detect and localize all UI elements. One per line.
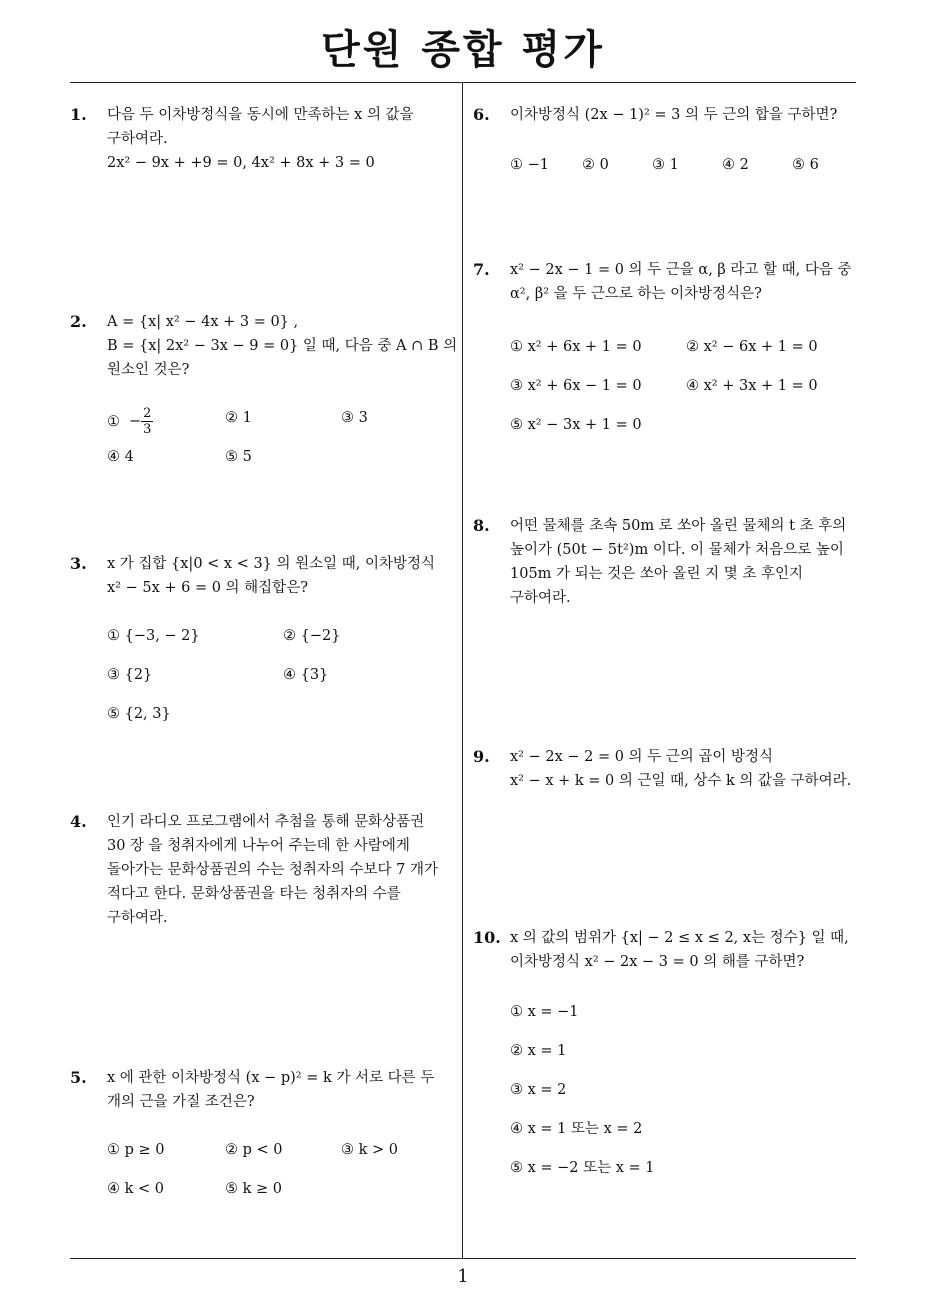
question-9 <box>473 745 858 793</box>
choice-5[interactable]: ⑤ k ≥ 0 <box>225 1181 282 1197</box>
choice-4[interactable]: ④ 4 <box>107 449 134 465</box>
question-text-line: 30 장 을 청취자에게 나누어 주는데 한 사람에게 <box>107 838 410 854</box>
choice-4[interactable]: ④ x = 1 또는 x = 2 <box>510 1121 643 1137</box>
question-text-line: x 가 집합 {x|0 < x < 3} 의 원소일 때, 이차방정식 <box>107 556 436 572</box>
question-text-line: x² − x + k = 0 의 근일 때, 상수 k 의 값을 구하여라. <box>510 773 852 789</box>
fraction-denominator: 3 <box>143 422 152 437</box>
choice-2[interactable]: ② p < 0 <box>225 1142 283 1158</box>
question-number: 9. <box>473 747 490 766</box>
page-number: 1 <box>457 1266 469 1287</box>
question-number: 5. <box>70 1068 87 1087</box>
question-text-line: 다음 두 이차방정식을 동시에 만족하는 x 의 값을 <box>107 107 414 123</box>
choice-2[interactable]: ② 1 <box>225 410 252 426</box>
question-number: 3. <box>70 554 87 573</box>
question-text-line: A = {x| x² − 4x + 3 = 0} , <box>107 314 299 330</box>
choice-4[interactable]: ④ 2 <box>722 157 749 173</box>
choice-2[interactable]: ② 0 <box>582 157 609 173</box>
choice-4[interactable]: ④ x² + 3x + 1 = 0 <box>686 378 818 394</box>
question-text-line: 높이가 (50t − 5t²)m 이다. 이 물체가 처음으로 높이 <box>510 542 844 558</box>
choice-2[interactable]: ② x = 1 <box>510 1043 567 1059</box>
question-2 <box>70 310 460 472</box>
choice-1[interactable] <box>107 406 153 437</box>
fraction <box>141 406 153 437</box>
choice-marker: ① <box>107 413 120 430</box>
question-6 <box>473 103 858 177</box>
question-text-line: 적다고 한다. 문화상품권을 타는 청취자의 수를 <box>107 886 401 902</box>
choice-4[interactable]: ④ {3} <box>283 667 329 683</box>
choice-2[interactable]: ② x² − 6x + 1 = 0 <box>686 339 818 355</box>
bottom-rule <box>70 1258 856 1259</box>
question-text-line: 돌아가는 문화상품권의 수는 청취자의 수보다 7 개가 <box>107 862 439 878</box>
question-1 <box>70 103 460 175</box>
choice-5[interactable]: ⑤ x² − 3x + 1 = 0 <box>510 417 642 433</box>
question-5 <box>70 1066 460 1204</box>
choice-5[interactable]: ⑤ {2, 3} <box>107 706 171 722</box>
choice-3[interactable]: ③ 1 <box>652 157 679 173</box>
question-number: 10. <box>473 928 501 947</box>
question-number: 2. <box>70 312 87 331</box>
question-text-line: x 의 값의 범위가 {x| − 2 ≤ x ≤ 2, x는 정수} 일 때, <box>510 930 849 946</box>
question-number: 1. <box>70 105 87 124</box>
choice-2[interactable]: ② {−2} <box>283 628 341 644</box>
top-rule <box>70 82 856 83</box>
question-text-line: 어떤 물체를 초속 50m 로 쏘아 올린 물체의 t 초 후의 <box>510 518 847 534</box>
choice-3[interactable]: ③ {2} <box>107 667 153 683</box>
question-8 <box>473 514 858 610</box>
question-text-line: x 에 관한 이차방정식 (x − p)² = k 가 서로 다른 두 <box>107 1070 435 1086</box>
question-3 <box>70 552 460 730</box>
page-title: 단원 종합 평가 <box>321 27 605 73</box>
question-4 <box>70 810 460 930</box>
column-divider <box>462 83 463 1258</box>
choice-1[interactable]: ① x = −1 <box>510 1004 579 1020</box>
question-number: 8. <box>473 516 490 535</box>
question-text-line: x² − 2x − 1 = 0 의 두 근을 α, β 라고 할 때, 다음 중 <box>510 262 852 278</box>
choice-3[interactable]: ③ x² + 6x − 1 = 0 <box>510 378 642 394</box>
question-text-line: 인기 라디오 프로그램에서 추첨을 통해 문화상품권 <box>107 814 425 830</box>
choice-1[interactable]: ① x² + 6x + 1 = 0 <box>510 339 642 355</box>
choice-3[interactable]: ③ k > 0 <box>341 1142 398 1158</box>
question-text-line: 105m 가 되는 것은 쏘아 올린 지 몇 초 후인지 <box>510 566 804 582</box>
question-text-line: 이차방정식 (2x − 1)² = 3 의 두 근의 합을 구하면? <box>510 107 838 123</box>
question-text-line: x² − 2x − 2 = 0 의 두 근의 곱이 방정식 <box>510 749 774 765</box>
choice-5[interactable]: ⑤ x = −2 또는 x = 1 <box>510 1160 655 1176</box>
choice-5[interactable]: ⑤ 6 <box>792 157 819 173</box>
question-7 <box>473 258 858 436</box>
question-text-line: x² − 5x + 6 = 0 의 해집합은? <box>107 580 308 596</box>
choice-1[interactable]: ① p ≥ 0 <box>107 1142 165 1158</box>
choice-5[interactable]: ⑤ 5 <box>225 449 252 465</box>
question-text-line: 구하여라. <box>107 910 168 926</box>
fraction-numerator: 2 <box>143 406 152 421</box>
question-text-line: 구하여라. <box>107 131 168 147</box>
question-10 <box>473 926 858 1174</box>
question-text-line: 개의 근을 가질 조건은? <box>107 1094 255 1110</box>
equation-line: 2x² − 9x + +9 = 0, 4x² + 8x + 3 = 0 <box>107 155 375 171</box>
question-text-line: 구하여라. <box>510 590 571 606</box>
question-text-line: 이차방정식 x² − 2x − 3 = 0 의 해를 구하면? <box>510 954 805 970</box>
question-text-line: 원소인 것은? <box>107 362 190 378</box>
question-number: 6. <box>473 105 490 124</box>
choice-4[interactable]: ④ k < 0 <box>107 1181 164 1197</box>
question-number: 4. <box>70 812 87 831</box>
choice-3[interactable]: ③ 3 <box>341 410 368 426</box>
question-text-line: α², β² 을 두 근으로 하는 이차방정식은? <box>510 286 762 302</box>
choice-3[interactable]: ③ x = 2 <box>510 1082 567 1098</box>
question-number: 7. <box>473 260 490 279</box>
choice-1[interactable]: ① −1 <box>510 157 549 173</box>
choice-sign: − <box>129 413 142 430</box>
choice-1[interactable]: ① {−3, − 2} <box>107 628 200 644</box>
question-text-line: B = {x| 2x² − 3x − 9 = 0} 일 때, 다음 중 A ∩ B 의 <box>107 338 458 354</box>
